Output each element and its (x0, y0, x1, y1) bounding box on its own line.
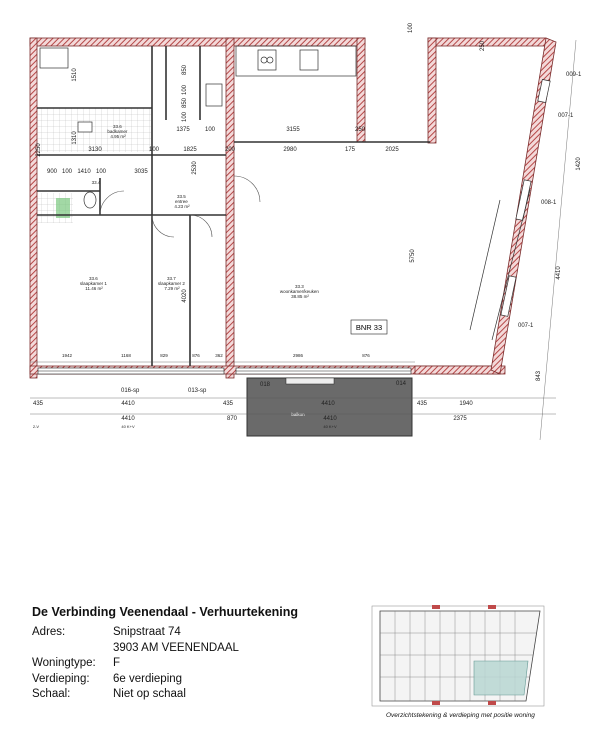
svg-text:4020: 4020 (182, 289, 188, 303)
dim-r2-200: 200 (224, 147, 236, 153)
dim-bi-1168: 1168 (121, 353, 131, 358)
unit-label: BNR 33 (355, 323, 383, 332)
info-value: 3903 AM VEENENDAAL (113, 641, 239, 654)
dim-r2-175: 175 (344, 147, 356, 153)
door-tag-014: 014 (396, 381, 407, 387)
dim-bi-1942: 1942 (61, 353, 73, 358)
dim-bb-4410b: 4410 (323, 416, 337, 422)
info-value: Snipstraat 74 (113, 626, 181, 638)
room-label-woonkamer: 33.3 woonkamer/keuken 38.85 m² (279, 284, 319, 299)
document-title: De Verbinding Veenendaal - Verhuurtekening (32, 605, 299, 619)
room-label-slaapkamer-1: 33.6 slaapkamer 1 11.46 m² (79, 276, 107, 291)
dim-ba-4410: 4410 (121, 401, 135, 407)
wall-top-right (428, 38, 546, 46)
svg-text:2250: 2250 (36, 143, 42, 157)
svg-text:5750: 5750 (410, 249, 416, 263)
info-row-adres (32, 625, 298, 641)
dim-ba-435: 435 (32, 401, 44, 407)
svg-text:100: 100 (182, 84, 188, 96)
svg-text:1510: 1510 (72, 68, 78, 82)
room-label-toilet: 33.4 (91, 180, 101, 185)
dim-ba-435c: 435 (416, 401, 428, 407)
wall-center-vertical (226, 38, 234, 378)
info-label: Verdieping: (32, 672, 90, 685)
svg-text:100: 100 (182, 111, 188, 123)
dim-r3-1410: 1410 (77, 169, 91, 175)
dim-bb-4410: 4410 (121, 416, 135, 422)
overview-minimap (370, 603, 556, 709)
dim-bc-mid: 40 K+V (323, 424, 337, 429)
dim-bi-2986: 2986 (292, 353, 304, 358)
svg-text:1420: 1420 (576, 157, 582, 171)
info-value: 6e verdieping (113, 672, 183, 685)
room-label-entree: 33.5 entree 4.23 m² (174, 194, 190, 209)
room-label-slaapkamer-2: 33.7 slaapkamer 2 7.29 m² (157, 276, 185, 291)
info-value: Niet op schaal (113, 688, 186, 700)
info-row-verdieping (32, 672, 298, 688)
info-label (32, 641, 113, 657)
info-value: F (113, 657, 121, 669)
dim-bc-small: 2-V (32, 424, 40, 429)
dim-r3-900: 900 (46, 169, 58, 175)
dim-r3-100b: 100 (95, 169, 107, 175)
door-tag-018: 018 (260, 382, 271, 388)
info-row-woningtype (32, 656, 298, 672)
balcony-door (286, 378, 334, 384)
dim-bi-876b: 876 (362, 353, 370, 358)
info-label: Adres: (32, 626, 66, 638)
svg-text:100: 100 (408, 22, 414, 34)
window-tag-007a: 007-1 (558, 113, 574, 119)
dim-r3-100: 100 (61, 169, 73, 175)
window-tag-007b: 007-1 (518, 323, 534, 329)
room-label-balkon: balkon (291, 412, 305, 417)
dim-ba-435b: 435 (222, 401, 234, 407)
dim-r3-3035: 3035 (134, 169, 148, 175)
dim-r2-2025: 2025 (385, 147, 399, 153)
kitchen-counter (236, 46, 356, 76)
info-block (32, 605, 298, 703)
dim-r2-1825: 1825 (183, 147, 197, 153)
walls (30, 38, 556, 378)
dim-r2-3130: 3130 (88, 147, 102, 153)
corridor-tag-013: 013-sp (188, 388, 207, 394)
dim-ba-4410b: 4410 (321, 401, 335, 407)
svg-text:1310: 1310 (72, 131, 78, 145)
svg-text:250: 250 (480, 40, 486, 52)
overview-highlight-unit (474, 661, 528, 695)
dim-top-3155: 3155 (286, 127, 300, 133)
window-tag-009: 009-1 (566, 72, 582, 78)
dim-bc-left: 40 K+V (121, 424, 135, 429)
info-label: Schaal: (32, 688, 71, 700)
dim-bb-2375: 2375 (453, 416, 467, 422)
overview-caption: Overzichtstekening & verdieping met positie woning (386, 712, 535, 719)
info-row-postcode (32, 641, 298, 657)
dim-top-1375: 1375 (176, 127, 190, 133)
dim-ba-1940: 1940 (459, 401, 473, 407)
window-tag-008: 008-1 (541, 200, 557, 206)
info-row-schaal (32, 687, 298, 703)
dim-bi-362: 362 (215, 353, 223, 358)
svg-text:2530: 2530 (192, 161, 198, 175)
dim-top-250: 250 (354, 127, 366, 133)
info-label: Woningtype: (32, 657, 96, 669)
dim-bb-870: 870 (226, 416, 238, 422)
dim-bi-829: 829 (160, 353, 168, 358)
dim-r2-2980: 2980 (283, 147, 297, 153)
dim-bi-876: 876 (192, 353, 200, 358)
dim-r2-100: 100 (148, 147, 160, 153)
wall-top-left (30, 38, 365, 46)
svg-text:850: 850 (182, 64, 188, 76)
wall-left (30, 38, 37, 378)
bathroom-floor (36, 108, 151, 152)
dim-top-100: 100 (204, 127, 216, 133)
svg-text:843: 843 (536, 370, 542, 382)
wall-right-stub (428, 38, 436, 143)
corridor-tag-016: 016-sp (121, 388, 140, 394)
svg-text:4410: 4410 (556, 266, 562, 280)
svg-text:850: 850 (182, 97, 188, 109)
room-label-badkamer: 33.6 badkamer 4.95 m² (107, 124, 128, 139)
